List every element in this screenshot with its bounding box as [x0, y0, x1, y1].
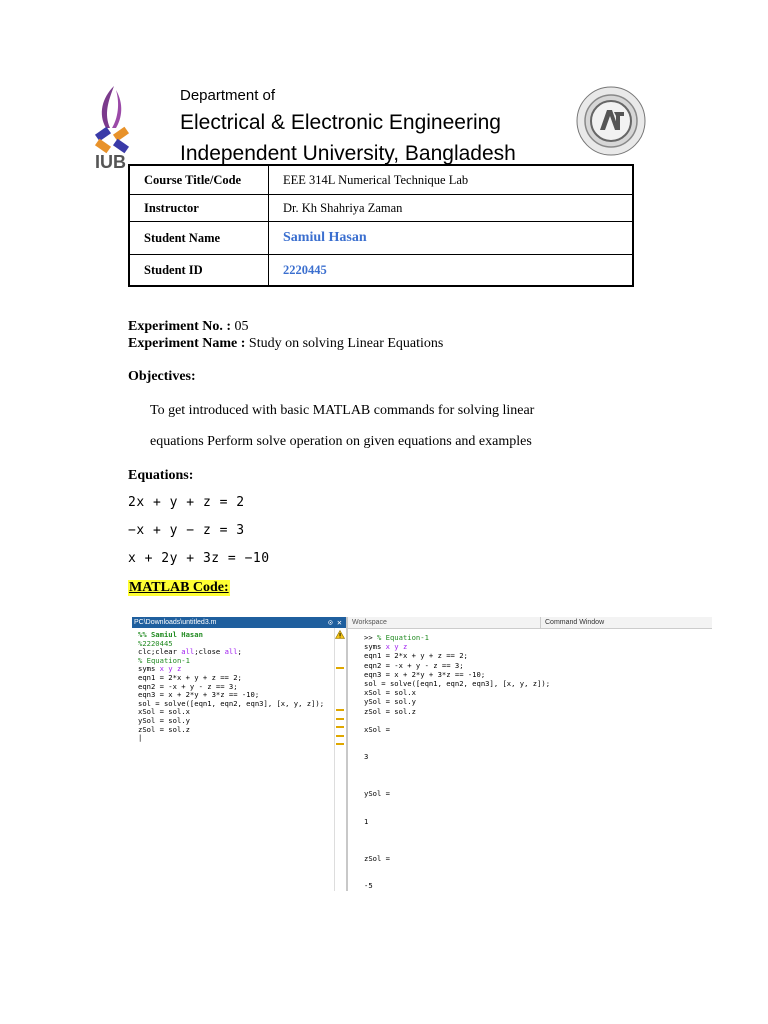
command-line: ySol = sol.y — [364, 697, 416, 707]
code-line: syms x y z — [138, 664, 182, 674]
editor-close-icon[interactable]: ✕ — [337, 618, 342, 627]
table-row — [129, 165, 633, 195]
panel-divider[interactable] — [346, 617, 348, 891]
blank-line — [364, 762, 704, 771]
experiment-no-label: Experiment No. : — [128, 319, 232, 334]
code-line: sol = solve([eqn1, eqn2, eqn3], [x, y, z]); — [138, 698, 325, 708]
code-line: %2220445 — [138, 638, 173, 648]
iub-logo — [92, 84, 144, 170]
code-line: zSol = sol.z — [138, 724, 190, 734]
code-line: eqn3 = x + 2*y + 3*z == -10; — [138, 690, 260, 700]
code-line: eqn1 = 2*x + y + z == 2; — [138, 672, 242, 682]
matlab-code-heading: MATLAB Code: — [129, 580, 229, 595]
equation-1: 2x + y + z = 2 — [128, 495, 245, 510]
header-title-block — [180, 86, 516, 168]
blank-line — [364, 716, 704, 725]
student-name-text: Samiul Hasan — [283, 230, 367, 245]
command-line: eqn2 = -x + y - z == 3; — [364, 660, 464, 670]
table-row — [129, 222, 633, 255]
blank-line — [364, 798, 704, 807]
student-id-value — [269, 255, 634, 287]
experiment-name-label: Experiment Name : — [128, 336, 246, 351]
code-line: eqn2 = -x + y - z == 3; — [138, 681, 238, 691]
warning-marker[interactable] — [336, 667, 344, 669]
student-name-label: Student Name — [129, 222, 269, 255]
student-id-text: 2220445 — [283, 262, 327, 277]
course-title-value: EEE 314L Numerical Technique Lab — [269, 165, 634, 195]
code-line: % Equation-1 — [138, 655, 190, 665]
objective-line-2: equations Perform solve operation on given equations and examples — [150, 434, 532, 449]
department-of-label: Department of — [180, 87, 276, 104]
command-line: >> % Equation-1 — [364, 633, 429, 642]
code-line: xSol = sol.x — [138, 707, 190, 717]
experiment-no-value: 05 — [234, 319, 249, 334]
table-row — [129, 195, 633, 222]
warning-marker[interactable] — [336, 726, 344, 728]
instructor-label: Instructor — [129, 195, 269, 222]
university-name: Independent University, Bangladesh — [180, 142, 516, 165]
experiment-no-line — [128, 319, 249, 335]
experiment-name-line — [128, 336, 443, 352]
warning-marker[interactable] — [336, 735, 344, 737]
result-label: zSol = — [364, 853, 390, 863]
accreditation-seal — [576, 86, 646, 156]
result-value: 1 — [364, 816, 369, 826]
blank-line — [364, 835, 704, 844]
table-row — [129, 255, 633, 287]
command-line: xSol = sol.x — [364, 688, 416, 698]
blank-line — [364, 743, 704, 752]
result-label: ySol = — [364, 789, 390, 799]
workspace-tab[interactable]: Workspace — [348, 617, 542, 629]
blank-line — [364, 872, 704, 881]
command-line: eqn3 = x + 2*y + 3*z == -10; — [364, 669, 486, 679]
student-name-value — [269, 222, 634, 255]
command-line: syms x y z — [364, 642, 408, 652]
result-value: -5 — [364, 881, 373, 891]
editor-title-bar: PC\Downloads\untitled3.m — [132, 617, 346, 628]
blank-line — [364, 771, 704, 780]
command-window-tab[interactable]: Command Window — [540, 617, 712, 629]
editor-code[interactable] — [138, 631, 334, 743]
warning-marker[interactable] — [336, 718, 344, 720]
command-line: sol = solve([eqn1, eqn2, eqn3], [x, y, z]); — [364, 678, 551, 688]
editor-options-icon[interactable]: ⊙ — [328, 618, 333, 627]
matlab-screenshot — [132, 617, 712, 891]
command-window-output[interactable] — [364, 633, 704, 890]
blank-line — [364, 844, 704, 853]
instructor-value: Dr. Kh Shahriya Zaman — [269, 195, 634, 222]
course-info-table — [128, 164, 634, 287]
command-line: zSol = sol.z — [364, 706, 416, 716]
text-cursor: | — [138, 733, 143, 743]
equation-2: −x + y − z = 3 — [128, 523, 245, 538]
code-line: clc;clear all;close all; — [138, 647, 242, 657]
objectives-heading: Objectives: — [128, 369, 196, 384]
experiment-name-value: Study on solving Linear Equations — [248, 336, 444, 351]
department-name: Electrical & Electronic Engineering — [180, 111, 501, 134]
blank-line — [364, 863, 704, 872]
objective-line-1: To get introduced with basic MATLAB commands for solving linear — [150, 403, 535, 418]
warning-icon[interactable] — [335, 630, 345, 639]
course-title-label: Course Title/Code — [129, 165, 269, 195]
blank-line — [364, 780, 704, 789]
warning-marker[interactable] — [336, 709, 344, 711]
blank-line — [364, 734, 704, 743]
blank-line — [364, 826, 704, 835]
student-id-label: Student ID — [129, 255, 269, 287]
command-line: eqn1 = 2*x + y + z == 2; — [364, 651, 468, 661]
equations-heading: Equations: — [128, 468, 194, 483]
iub-logo-text: IUB — [95, 152, 126, 170]
code-line: %% Samiul Hasan — [138, 630, 203, 639]
result-value: 3 — [364, 752, 369, 762]
code-line: ySol = sol.y — [138, 715, 190, 725]
blank-line — [364, 808, 704, 817]
result-label: xSol = — [364, 724, 390, 734]
equation-3: x + 2y + 3z = −10 — [128, 551, 270, 566]
warning-marker[interactable] — [336, 743, 344, 745]
